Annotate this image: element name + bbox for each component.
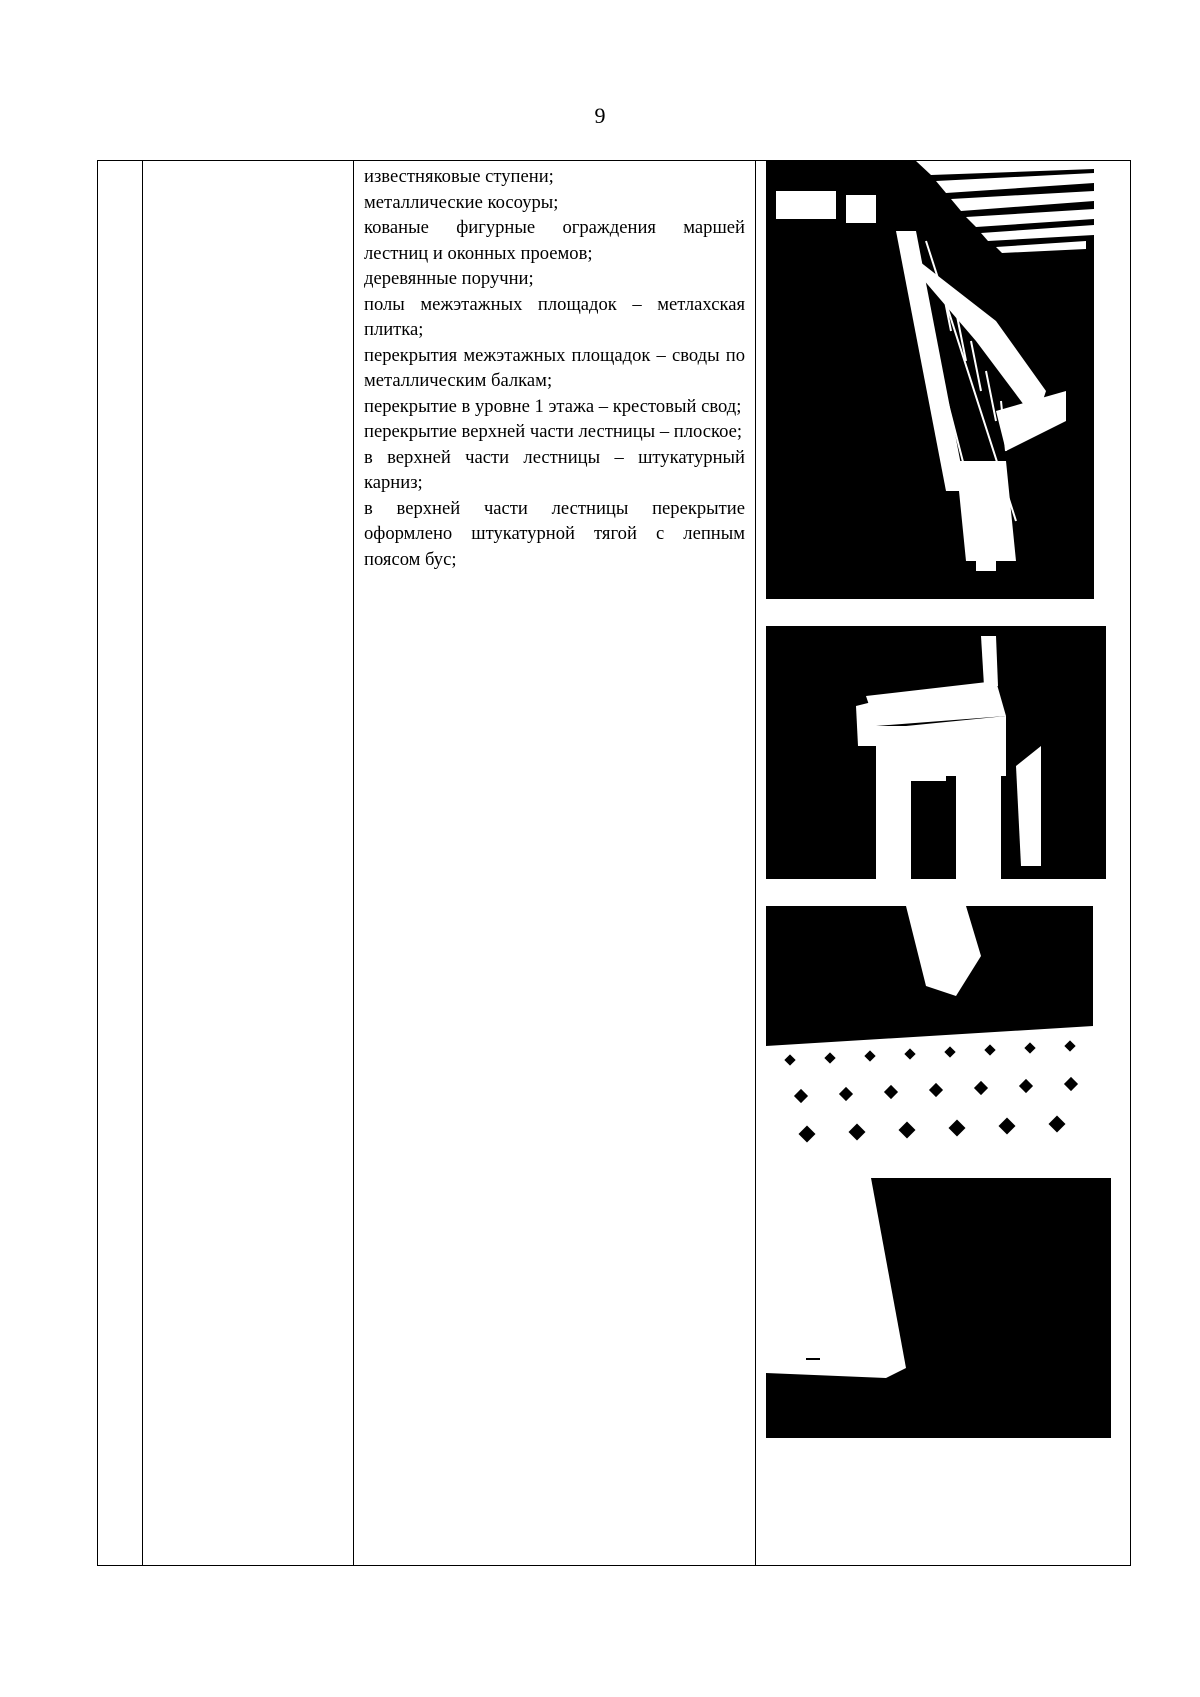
description-line: перекрытия межэтажных площадок – своды по металлическим балкам;: [364, 344, 745, 391]
description-line: перекрытие в уровне 1 этажа – крестовый свод;: [364, 395, 742, 417]
description-line: деревянные поручни;: [364, 268, 534, 289]
description-text: [354, 161, 755, 572]
description-line: в верхней части лестницы – штукатурный карниз;: [364, 446, 745, 493]
description-line: металлические косоуры;: [364, 191, 559, 213]
object-name-cell: [143, 161, 354, 1566]
staircase-railing-photo: [766, 161, 1094, 599]
page-number: 9: [594, 103, 606, 128]
description-line: известняковые ступени;: [364, 166, 554, 187]
ceiling-cornice-photo: [766, 1178, 1111, 1438]
description-line: перекрытие верхней части лестницы – плоское;: [364, 421, 743, 442]
index-cell: [98, 161, 143, 1566]
description-cell: [354, 161, 756, 1566]
description-line: в верхней части лестницы перекрытие оформлено штукатурной тягой с лепным поясом бус;: [364, 497, 745, 570]
document-table: [97, 160, 1131, 1566]
photos-cell: [756, 161, 1131, 1566]
tiled-floor-photo: [766, 906, 1093, 1153]
description-line: кованые фигурные ограждения маршей лестниц и оконных проемов;: [364, 217, 745, 264]
description-line: полы межэтажных площадок – метлахская плитка;: [364, 293, 745, 340]
stair-landing-vault-photo: [766, 626, 1106, 879]
